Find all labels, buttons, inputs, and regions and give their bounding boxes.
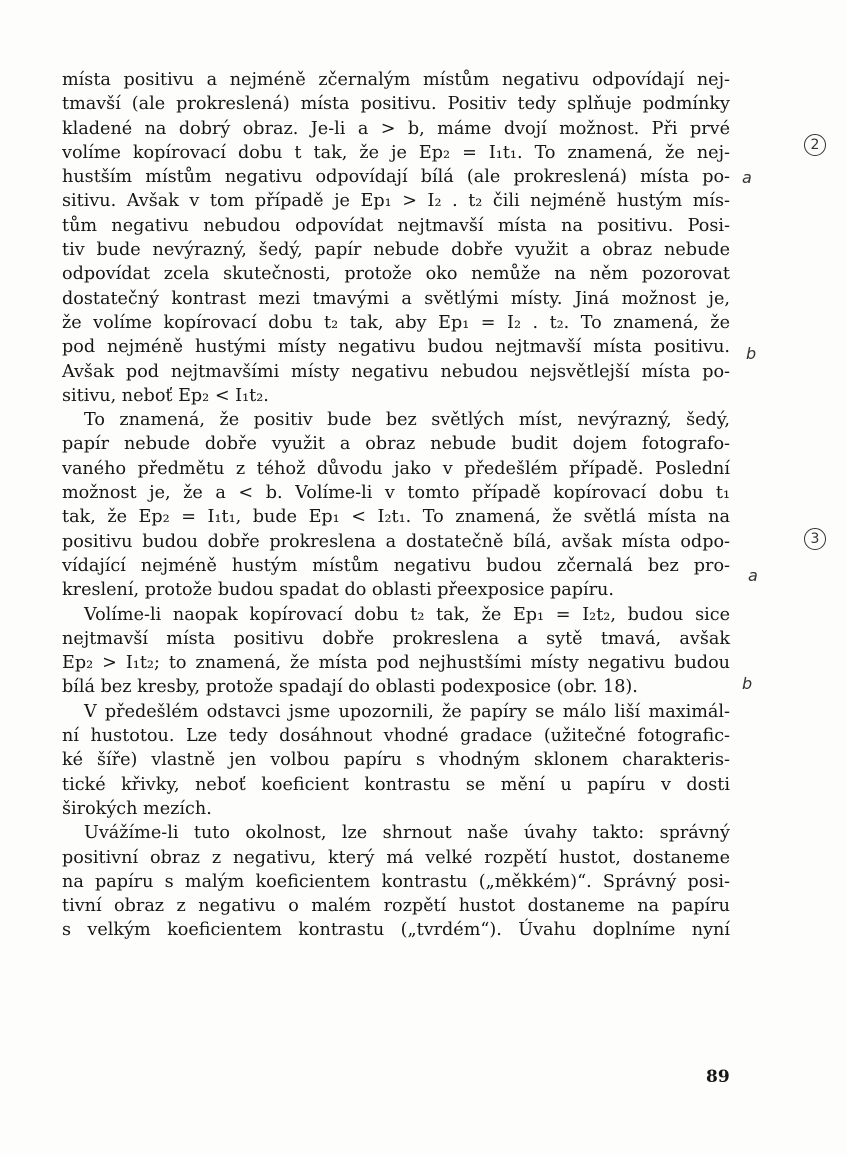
text-line: širokých mezích. bbox=[62, 798, 212, 819]
margin-note-circled-3: 3 bbox=[804, 528, 826, 550]
text-line: že volíme kopírovací dobu t₂ tak, aby Ep₁ = I₂ . t₂. To znamená, že bbox=[62, 312, 730, 333]
text-line: nejtmavší místa positivu dobře prokreslena a sytě tmavá, avšak bbox=[62, 628, 730, 649]
text-line: vídající nejméně hustým místům negativu budou zčernalá bez pro- bbox=[62, 555, 730, 576]
margin-note-circled-2: 2 bbox=[804, 134, 826, 156]
paragraph-5 bbox=[62, 821, 730, 942]
text-line: místa positivu a nejméně zčernalým místům negativu odpovídají nej- bbox=[62, 70, 730, 90]
text-line: možnost je, že a < b. Volíme-li v tomto případě kopírovací dobu t₁ bbox=[62, 483, 730, 504]
paragraph-4 bbox=[62, 700, 730, 821]
text-line: tické křivky, neboť koeficient kontrastu se mění u papíru v dosti bbox=[62, 774, 730, 795]
text-line: Volíme-li naopak kopírovací dobu t₂ tak, že Ep₁ = I₂t₂, budou sice bbox=[84, 604, 730, 625]
text-line: kladené na dobrý obraz. Je-li a > b, máme dvojí možnost. Při prvé bbox=[62, 118, 730, 139]
margin-note-a: a bbox=[748, 566, 758, 585]
text-line: na papíru s malým koeficientem kontrastu („měkkém)“. Správný posi- bbox=[62, 871, 730, 892]
text-line: To znamená, že positiv bude bez světlých míst, nevýrazný, šedý, bbox=[84, 410, 730, 431]
text-line: Ep₂ > I₁t₂; to znamená, že místa pod nejhustšími místy negativu budou bbox=[62, 653, 730, 674]
text-line: sitivu, neboť Ep₂ < I₁t₂. bbox=[62, 385, 269, 406]
text-line: tivní obraz z negativu o malém rozpětí hustot dostaneme na papíru bbox=[62, 896, 730, 917]
text-line: pod nejméně hustými místy negativu budou nejtmavší místa positivu. bbox=[62, 337, 730, 358]
text-line: dostatečný kontrast mezi tmavými a světlými místy. Jiná možnost je, bbox=[62, 288, 730, 309]
text-line: V předešlém odstavci jsme upozornili, že papíry se málo liší maximál- bbox=[84, 701, 730, 722]
text-line: Uvážíme-li tuto okolnost, lze shrnout naše úvahy takto: správný bbox=[84, 823, 730, 844]
text-line: ní hustotou. Lze tedy dosáhnout vhodné gradace (užitečné fotografic- bbox=[62, 726, 730, 747]
text-line: kreslení, protože budou spadat do oblasti přeexposice papíru. bbox=[62, 580, 614, 601]
text-line: volíme kopírovací dobu t tak, že je Ep₂ = I₁t₁. To znamená, že nej- bbox=[62, 142, 730, 163]
text-line: positivní obraz z negativu, který má velké rozpětí hustot, dostaneme bbox=[62, 847, 730, 868]
text-line: tiv bude nevýrazný, šedý, papír nebude dobře využit a obraz nebude bbox=[62, 240, 730, 261]
text-line: papír nebude dobře využit a obraz nebude budit dojem fotografo- bbox=[62, 434, 730, 455]
text-line: s velkým koeficientem kontrastu („tvrdém“). Úvahu doplníme nyní bbox=[62, 920, 730, 941]
text-line: tak, že Ep₂ = I₁t₁, bude Ep₁ < I₂t₁. To znamená, že světlá místa na bbox=[62, 507, 730, 528]
text-line: tmavší (ale prokreslená) místa positivu. Positiv tedy splňuje podmínky bbox=[62, 94, 730, 115]
text-line: ké šíře) vlastně jen volbou papíru s vhodným sklonem charakteris- bbox=[62, 750, 730, 771]
text-line: hustším místům negativu odpovídají bílá (ale prokreslená) místa po- bbox=[62, 167, 730, 188]
paragraph-1 bbox=[62, 68, 730, 408]
text-line: odpovídat zcela skutečnosti, protože oko nemůže na něm pozorovat bbox=[62, 264, 730, 285]
margin-note-b: b bbox=[746, 344, 757, 363]
text-line: bílá bez kresby, protože spadají do oblasti podexposice (obr. 18). bbox=[62, 677, 638, 698]
text-line: sitivu. Avšak v tom případě je Ep₁ > I₂ . t₂ čili nejméně hustým mís- bbox=[62, 191, 730, 212]
text-line: Avšak pod nejtmavšími místy negativu nebudou nejsvětlejší místa po- bbox=[62, 361, 730, 382]
text-line: positivu budou dobře prokreslena a dostatečně bílá, avšak místa odpo- bbox=[62, 531, 730, 552]
page-number: 89 bbox=[706, 1067, 730, 1087]
paragraph-2 bbox=[62, 408, 730, 602]
margin-note-a: a bbox=[742, 168, 752, 187]
text-line: tům negativu nebudou odpovídat nejtmavší místa na positivu. Posi- bbox=[62, 215, 730, 236]
margin-note-b: b bbox=[742, 674, 753, 693]
page-body bbox=[62, 68, 730, 943]
text-line: vaného předmětu z téhož důvodu jako v předešlém případě. Poslední bbox=[62, 458, 730, 479]
paragraph-3 bbox=[62, 603, 730, 700]
